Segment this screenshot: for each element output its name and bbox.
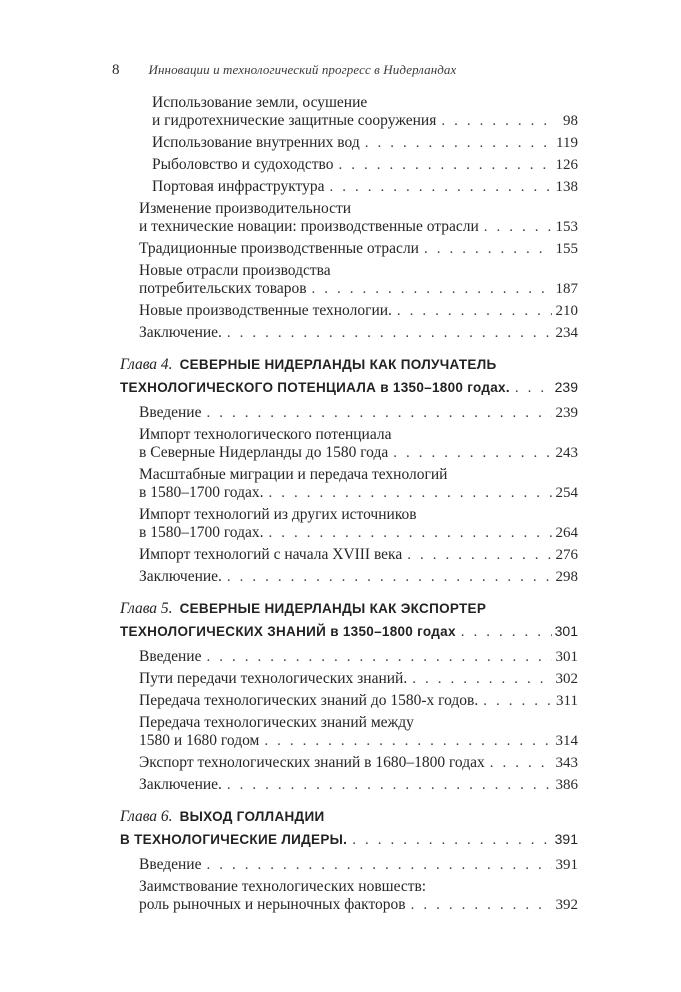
toc-entry bbox=[139, 262, 578, 298]
dot-leader bbox=[201, 404, 552, 422]
entry-line bbox=[139, 302, 578, 320]
chapter-title-line bbox=[120, 620, 578, 644]
dot-leader bbox=[407, 670, 552, 688]
dot-leader bbox=[324, 178, 552, 196]
toc-entry bbox=[139, 568, 578, 586]
chapter-heading bbox=[120, 597, 578, 644]
entry-line bbox=[139, 648, 578, 666]
toc-entry bbox=[152, 134, 578, 152]
entry-text: в 1580–1700 годах. bbox=[139, 524, 264, 541]
toc-entry bbox=[139, 506, 578, 542]
toc-entry bbox=[152, 94, 578, 130]
entry-line bbox=[139, 856, 578, 874]
entry-text: Изменение производительности bbox=[139, 200, 352, 217]
toc-entry bbox=[139, 546, 578, 564]
entry-text: Использование земли, осушение bbox=[152, 94, 368, 111]
toc-entry bbox=[139, 324, 578, 342]
entry-line bbox=[139, 692, 578, 710]
toc-entry bbox=[139, 670, 578, 688]
entry-line bbox=[139, 218, 578, 236]
toc-entry bbox=[139, 466, 578, 502]
entry-line bbox=[139, 878, 578, 896]
dot-leader bbox=[347, 828, 552, 852]
entry-text: в Северные Нидерланды до 1580 года bbox=[139, 444, 389, 461]
entry-page-number: 239 bbox=[555, 405, 578, 421]
entry-page-number: 243 bbox=[555, 445, 578, 461]
chapter-page-number: 239 bbox=[554, 379, 578, 395]
entry-line bbox=[152, 156, 578, 174]
toc-entry bbox=[139, 878, 578, 914]
entry-page-number: 311 bbox=[556, 693, 578, 709]
dot-leader bbox=[222, 776, 552, 794]
entry-line bbox=[139, 426, 578, 444]
toc-group bbox=[120, 597, 578, 794]
entry-page-number: 314 bbox=[555, 733, 578, 749]
entry-text: Передача технологических знаний между bbox=[139, 714, 414, 731]
entry-line bbox=[152, 178, 578, 196]
entry-line bbox=[139, 466, 578, 484]
entry-page-number: 155 bbox=[555, 241, 578, 257]
entry-text: потребительских товаров bbox=[139, 280, 307, 297]
toc-entry bbox=[139, 856, 578, 874]
entry-text: Новые отрасли производства bbox=[139, 262, 331, 279]
chapter-title-line bbox=[120, 597, 578, 620]
entry-page-number: 298 bbox=[555, 569, 578, 585]
entry-text: Портовая инфраструктура bbox=[152, 178, 325, 195]
entry-page-number: 138 bbox=[555, 179, 578, 195]
entry-text: Пути передачи технологических знаний. bbox=[139, 670, 408, 687]
entry-line bbox=[139, 444, 578, 462]
entry-line bbox=[139, 506, 578, 524]
dot-leader bbox=[485, 754, 552, 772]
entry-page-number: 126 bbox=[555, 157, 578, 173]
entry-line bbox=[139, 262, 578, 280]
dot-leader bbox=[263, 524, 552, 542]
chapter-title-text: ВЫХОД ГОЛЛАНДИИ bbox=[179, 809, 325, 824]
entry-text: Введение bbox=[139, 404, 202, 421]
entry-text: и технические новации: производственные отрасли bbox=[139, 218, 479, 235]
entry-text: Заключение. bbox=[139, 776, 222, 793]
chapter-label: Глава 4. bbox=[120, 356, 173, 373]
dot-leader bbox=[479, 218, 552, 236]
chapter-label: Глава 5. bbox=[120, 600, 173, 617]
dot-leader bbox=[388, 444, 552, 462]
entry-line bbox=[139, 670, 578, 688]
toc-group bbox=[120, 353, 578, 586]
entry-text: Введение bbox=[139, 856, 202, 873]
entry-text: Импорт технологий из других источников bbox=[139, 506, 417, 523]
toc-entry bbox=[152, 178, 578, 196]
chapter-title-line bbox=[120, 828, 578, 852]
entry-page-number: 254 bbox=[555, 485, 578, 501]
dot-leader bbox=[201, 856, 552, 874]
entry-line bbox=[139, 546, 578, 564]
dot-leader bbox=[259, 732, 552, 750]
toc-entry bbox=[139, 200, 578, 236]
toc-group bbox=[120, 94, 578, 342]
entry-line bbox=[139, 484, 578, 502]
entry-line bbox=[139, 754, 578, 772]
dot-leader bbox=[478, 692, 552, 710]
entry-text: Экспорт технологических знаний в 1680–1800 годах bbox=[139, 754, 485, 771]
entry-text: Введение bbox=[139, 648, 202, 665]
chapter-title-text: СЕВЕРНЫЕ НИДЕРЛАНДЫ КАК ЭКСПОРТЕР bbox=[179, 601, 487, 616]
entry-line bbox=[139, 200, 578, 218]
entry-page-number: 386 bbox=[555, 777, 578, 793]
dot-leader bbox=[436, 112, 552, 130]
dot-leader bbox=[334, 156, 552, 174]
dot-leader bbox=[222, 324, 552, 342]
dot-leader bbox=[510, 376, 552, 400]
entry-text: Заключение. bbox=[139, 568, 222, 585]
entry-page-number: 391 bbox=[555, 857, 578, 873]
entry-line bbox=[139, 568, 578, 586]
entry-line bbox=[139, 776, 578, 794]
entry-line bbox=[139, 714, 578, 732]
chapter-title-text: ТЕХНОЛОГИЧЕСКОГО ПОТЕНЦИАЛА в 1350–1800 годах. bbox=[120, 380, 510, 395]
dot-leader bbox=[419, 240, 552, 258]
entry-text: Импорт технологического потенциала bbox=[139, 426, 392, 443]
toc-entry bbox=[139, 754, 578, 772]
entry-line bbox=[139, 404, 578, 422]
toc-entry bbox=[139, 426, 578, 462]
entry-text: Заключение. bbox=[139, 324, 222, 341]
entry-page-number: 301 bbox=[555, 649, 578, 665]
dot-leader bbox=[406, 896, 552, 914]
entry-page-number: 343 bbox=[555, 755, 578, 771]
entry-page-number: 276 bbox=[555, 547, 578, 563]
entry-line bbox=[139, 324, 578, 342]
toc-entry bbox=[139, 714, 578, 750]
entry-line bbox=[139, 240, 578, 258]
entry-text: и гидротехнические защитные сооружения bbox=[152, 112, 437, 129]
entry-text: роль рыночных и нерыночных факторов bbox=[139, 896, 406, 913]
toc-entry bbox=[139, 692, 578, 710]
entry-page-number: 264 bbox=[555, 525, 578, 541]
chapter-label: Глава 6. bbox=[120, 808, 173, 825]
entry-page-number: 153 bbox=[555, 219, 578, 235]
entry-text: Масштабные миграции и передача технологий bbox=[139, 466, 448, 483]
entry-line bbox=[152, 94, 578, 112]
dot-leader bbox=[201, 648, 552, 666]
entry-page-number: 302 bbox=[555, 671, 578, 687]
entry-text: Использование внутренних вод bbox=[152, 134, 360, 151]
entry-page-number: 119 bbox=[556, 135, 578, 151]
running-head: Инновации и технологический прогресс в Нидерландах bbox=[148, 62, 457, 77]
entry-line bbox=[152, 112, 578, 130]
entry-line bbox=[139, 896, 578, 914]
entry-text: в 1580–1700 годах. bbox=[139, 484, 264, 501]
entry-line bbox=[139, 280, 578, 298]
toc-entry bbox=[139, 776, 578, 794]
entry-page-number: 187 bbox=[555, 281, 578, 297]
entry-page-number: 392 bbox=[555, 897, 578, 913]
toc-entry bbox=[139, 404, 578, 422]
entry-text: Традиционные производственные отрасли bbox=[139, 240, 419, 257]
chapter-title-text: ТЕХНОЛОГИЧЕСКИХ ЗНАНИЙ в 1350–1800 годах bbox=[120, 624, 456, 639]
chapter-title-text: СЕВЕРНЫЕ НИДЕРЛАНДЫ КАК ПОЛУЧАТЕЛЬ bbox=[179, 357, 497, 372]
entry-page-number: 234 bbox=[555, 325, 578, 341]
chapter-page-number: 391 bbox=[554, 831, 578, 847]
entry-text: Передача технологических знаний до 1580-х годов. bbox=[139, 692, 479, 709]
chapter-title-line bbox=[120, 805, 578, 828]
toc-entry bbox=[152, 156, 578, 174]
dot-leader bbox=[456, 620, 552, 644]
chapter-title-text: В ТЕХНОЛОГИЧЕСКИЕ ЛИДЕРЫ. bbox=[120, 832, 348, 847]
dot-leader bbox=[360, 134, 552, 152]
dot-leader bbox=[392, 302, 552, 320]
entry-text: 1580 и 1680 годом bbox=[139, 732, 260, 749]
chapter-title-line bbox=[120, 376, 578, 400]
dot-leader bbox=[307, 280, 552, 298]
table-of-contents bbox=[120, 90, 578, 914]
chapter-heading bbox=[120, 805, 578, 852]
toc-group bbox=[120, 805, 578, 914]
entry-page-number: 210 bbox=[555, 303, 578, 319]
entry-text: Рыболовство и судоходство bbox=[152, 156, 334, 173]
entry-text: Импорт технологий с начала XVIII века bbox=[139, 546, 403, 563]
chapter-heading bbox=[120, 353, 578, 400]
entry-line bbox=[139, 524, 578, 542]
dot-leader bbox=[222, 568, 552, 586]
entry-line bbox=[152, 134, 578, 152]
chapter-page-number: 301 bbox=[554, 623, 578, 639]
entry-line bbox=[139, 732, 578, 750]
page-header bbox=[112, 62, 578, 79]
toc-entry bbox=[139, 302, 578, 320]
page-number: 8 bbox=[112, 62, 120, 78]
entry-page-number: 98 bbox=[563, 113, 578, 129]
entry-text: Новые производственные технологии. bbox=[139, 302, 392, 319]
toc-entry bbox=[139, 648, 578, 666]
dot-leader bbox=[402, 546, 552, 564]
entry-text: Заимствование технологических новшеств: bbox=[139, 878, 427, 895]
toc-entry bbox=[139, 240, 578, 258]
chapter-title-line bbox=[120, 353, 578, 376]
dot-leader bbox=[263, 484, 552, 502]
